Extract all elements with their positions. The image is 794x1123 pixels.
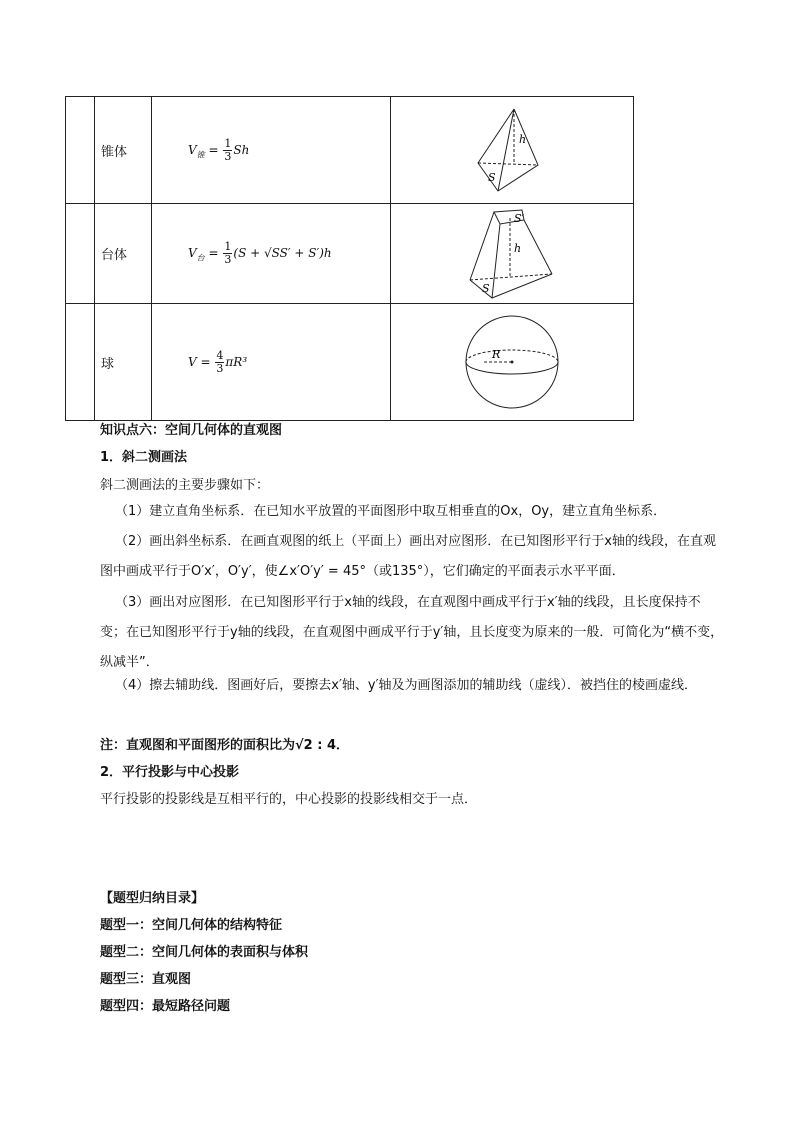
step-2: （2）画出斜坐标系．在画直观图的纸上（平面上）画出对应图形．在已知图形平行于x轴的线段，在直观图中画成平行于O′x′，O′y′，使∠x′O′y′ = 45°（或135°），它们确定的平面表示水平平面． bbox=[100, 534, 716, 579]
subsection-title-oblique: 1．斜二测画法 bbox=[100, 450, 188, 465]
catalog-item-3: 题型三：直观图 bbox=[100, 972, 192, 987]
subsection-title-projection: 2．平行投影与中心投影 bbox=[100, 765, 240, 780]
cone-volume-formula: $V_锥$ = $\frac{1}{3}$ Sh bbox=[188, 136, 250, 163]
catalog-heading: 【题型归纳目录】 bbox=[100, 891, 205, 906]
table-cell-empty bbox=[66, 97, 95, 204]
table-row-cone bbox=[66, 97, 634, 204]
formula-cell-frustum bbox=[152, 204, 391, 304]
table-row-frustum bbox=[66, 204, 634, 304]
base-area-label: S bbox=[488, 171, 496, 184]
top-area-label: S′ bbox=[514, 211, 525, 225]
formula-cell-cone bbox=[152, 97, 391, 204]
sphere-figure bbox=[462, 314, 562, 410]
step-1: （1）建立直角坐标系．在已知水平放置的平面图形中取互相垂直的Ox，Oy，建立直角坐标系． bbox=[115, 504, 667, 519]
area-ratio-note: 注：直观图和平面图形的面积比为√2 : 4． bbox=[100, 738, 350, 753]
pyramid-figure bbox=[472, 105, 552, 195]
figure-cell-sphere bbox=[391, 304, 634, 421]
catalog-item-2: 题型二：空间几何体的表面积与体积 bbox=[100, 945, 309, 960]
step-4: （4）擦去辅助线．图画好后，要擦去x′轴、y′轴及为画图添加的辅助线（虚线）．被挡住的棱画虚线． bbox=[115, 678, 698, 693]
table-cell-empty bbox=[66, 204, 95, 304]
table-row-sphere bbox=[66, 304, 634, 421]
solid-name-sphere: 球 bbox=[95, 304, 152, 421]
section-title: 知识点六：空间几何体的直观图 bbox=[100, 423, 283, 438]
step-3: （3）画出对应图形．在已知图形平行于x轴的线段，在直观图中画成平行于x′轴的线段，且长度保持不变；在已知图形平行于y轴的线段，在直观图中画成平行于y′轴，且长度变为原来的一般．可简化为“横不变，纵减半”． bbox=[100, 595, 724, 670]
table-cell-empty bbox=[66, 304, 95, 421]
solid-name-cone: 锥体 bbox=[95, 97, 152, 204]
figure-cell-cone bbox=[391, 97, 634, 204]
catalog-item-1: 题型一：空间几何体的结构特征 bbox=[100, 918, 283, 933]
frustum-volume-formula: $V_台$ = $\frac{1}{3}$ (S + √SS′ + S′)h bbox=[188, 240, 332, 266]
intro-text: 斜二测画法的主要步骤如下： bbox=[100, 478, 270, 493]
height-label: h bbox=[514, 241, 522, 255]
height-label: h bbox=[519, 133, 527, 146]
formula-cell-sphere bbox=[152, 304, 391, 421]
solid-name-frustum: 台体 bbox=[95, 204, 152, 304]
radius-label: R bbox=[492, 348, 501, 361]
projection-text: 平行投影的投影线是互相平行的，中心投影的投影线相交于一点． bbox=[100, 792, 478, 807]
sphere-volume-formula: V = $\frac{4}{3}$ πR³ bbox=[188, 348, 248, 375]
figure-cell-frustum bbox=[391, 204, 634, 304]
base-area-label: S bbox=[482, 281, 490, 295]
catalog-item-4: 题型四：最短路径问题 bbox=[100, 999, 231, 1014]
volume-formula-table bbox=[65, 96, 634, 421]
frustum-figure bbox=[464, 208, 560, 300]
